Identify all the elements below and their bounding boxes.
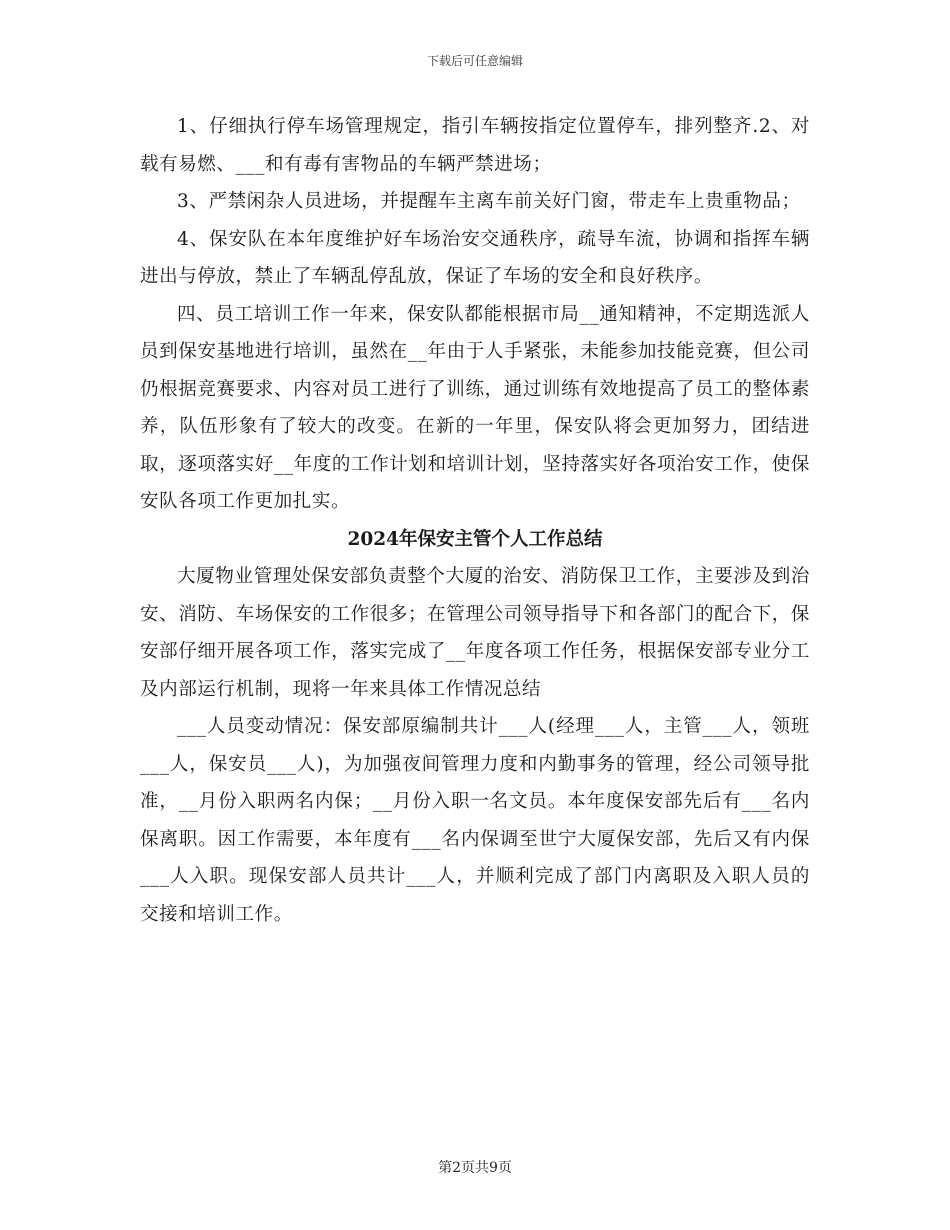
paragraph-traffic-order: 4、保安队在本年度维护好车场治安交通秩序，疏导车流，协调和指挥车辆进出与停放，禁止了车辆乱停乱放，保证了车场的安全和良好秩序。 — [140, 228, 810, 287]
section-title: 2024年保安主管个人工作总结 — [347, 528, 603, 550]
paragraph-intro: 大厦物业管理处保安部负责整个大厦的治安、消防保卫工作，主要涉及到治安、消防、车场保安的工作很多；在管理公司领导指导下和各部门的配合下，保安部仔细开展各项工作，落实完成了__年度各项工作任务，根据保安部专业分工及内部运行机制，现将一年来具体工作情况总结 — [140, 566, 810, 700]
page-header: 下载后可任意编辑 — [426, 54, 523, 68]
paragraph-personnel-changes: ___人员变动情况：保安部原编制共计___人(经理___人，主管___人，领班___人，保安员___人)，为加强夜间管理力度和内勤事务的管理，经公司领导批准，__月份入职两名内保；__月份入职一名文员。本年度保安部先后有___名内保离职。因工作需要，本年度有___名内保调至世宁大厦保安部，先后又有内保___人入职。现保安部人员共计___人，并顺利完成了部门内离职及入职人员的交接和培训工作。 — [140, 716, 810, 925]
paragraph-staff-training: 四、员工培训工作一年来，保安队都能根据市局__通知精神，不定期选派人员到保安基地进行培训，虽然在__年由于人手紧张，未能参加技能竞赛，但公司仍根据竞赛要求、内容对员工进行了训练，通过训练有效地提高了员工的整体素养，队伍形象有了较大的改变。在新的一年里，保安队将会更加努力，团结进取，逐项落实好__年度的工作计划和培训计划，坚持落实好各项治安工作，使保安队各项工作更加扎实。 — [140, 303, 810, 512]
paragraph-idle-persons: 3、严禁闲杂人员进场，并提醒车主离车前关好门窗，带走车上贵重物品； — [177, 191, 801, 212]
page-footer: 第2页共9页 — [438, 1160, 512, 1176]
document-body — [140, 108, 810, 933]
paragraph-parking-rules: 1、仔细执行停车场管理规定，指引车辆按指定位置停车，排列整齐.2、对载有易燃、___和有毒有害物品的车辆严禁进场； — [140, 116, 810, 175]
